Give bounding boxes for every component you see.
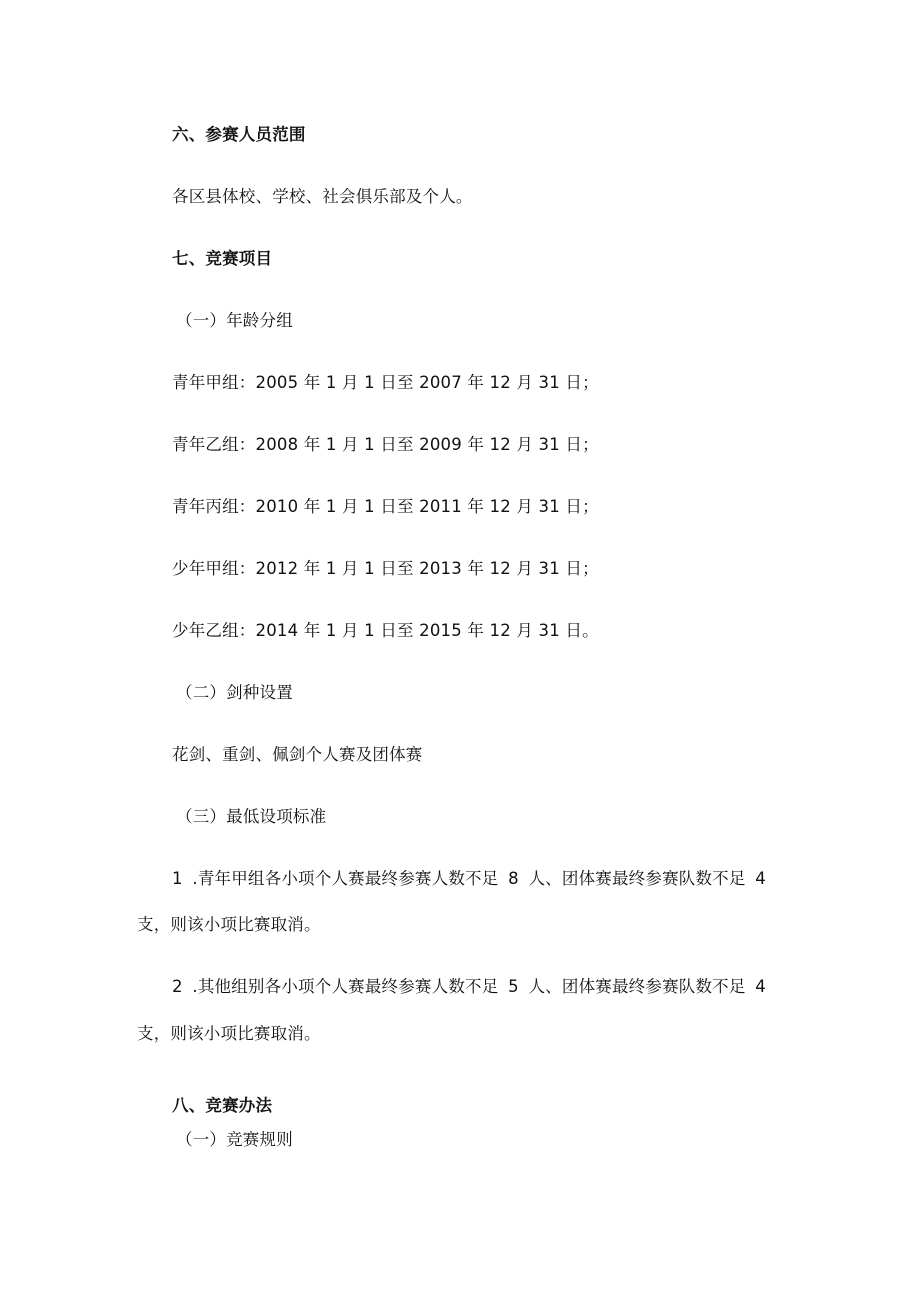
rule-1-number: 1 (172, 869, 183, 888)
subsection-min-standard-title: （三）最低设项标准 (176, 807, 327, 826)
rule-2-number: 2 (172, 977, 183, 996)
rule-1-middle: 人、团体赛最终参赛队数不足 (528, 869, 746, 888)
rule-1-text: .青年甲组各小项个人赛最终参赛人数不足 (192, 869, 499, 888)
section-7-heading: 七、竞赛项目 (172, 249, 273, 268)
age-group-junior-b: 少年乙组：2014 年 1 月 1 日至 2015 年 12 月 31 日。 (172, 621, 599, 640)
subsection-rules-title: （一）竞赛规则 (176, 1130, 293, 1149)
rule-2-line (172, 976, 766, 998)
weapons-body: 花剑、重剑、佩剑个人赛及团体赛 (172, 745, 423, 764)
rule-1-count-2: 4 (755, 869, 766, 888)
age-group-youth-a: 青年甲组：2005 年 1 月 1 日至 2007 年 12 月 31 日； (172, 373, 599, 392)
section-8-heading: 八、竞赛办法 (172, 1096, 273, 1115)
rule-2-continuation: 支，则该小项比赛取消。 (137, 1024, 321, 1043)
subsection-weapons-title: （二）剑种设置 (176, 683, 293, 702)
rule-2-text: .其他组别各小项个人赛最终参赛人数不足 (192, 977, 499, 996)
age-group-junior-a: 少年甲组：2012 年 1 月 1 日至 2013 年 12 月 31 日； (172, 559, 599, 578)
rule-2-middle: 人、团体赛最终参赛队数不足 (528, 977, 746, 996)
rule-1-count-1: 8 (508, 869, 519, 888)
section-6-heading: 六、参赛人员范围 (172, 125, 306, 144)
age-group-youth-c: 青年丙组：2010 年 1 月 1 日至 2011 年 12 月 31 日； (172, 497, 599, 516)
rule-2-count-1: 5 (508, 977, 519, 996)
rule-1-continuation: 支，则该小项比赛取消。 (137, 915, 321, 934)
section-6-body: 各区县体校、学校、社会俱乐部及个人。 (172, 187, 473, 206)
rule-2-count-2: 4 (755, 977, 766, 996)
rule-1-line (172, 868, 766, 890)
age-group-youth-b: 青年乙组：2008 年 1 月 1 日至 2009 年 12 月 31 日； (172, 435, 599, 454)
subsection-age-groups-title: （一）年龄分组 (176, 311, 293, 330)
